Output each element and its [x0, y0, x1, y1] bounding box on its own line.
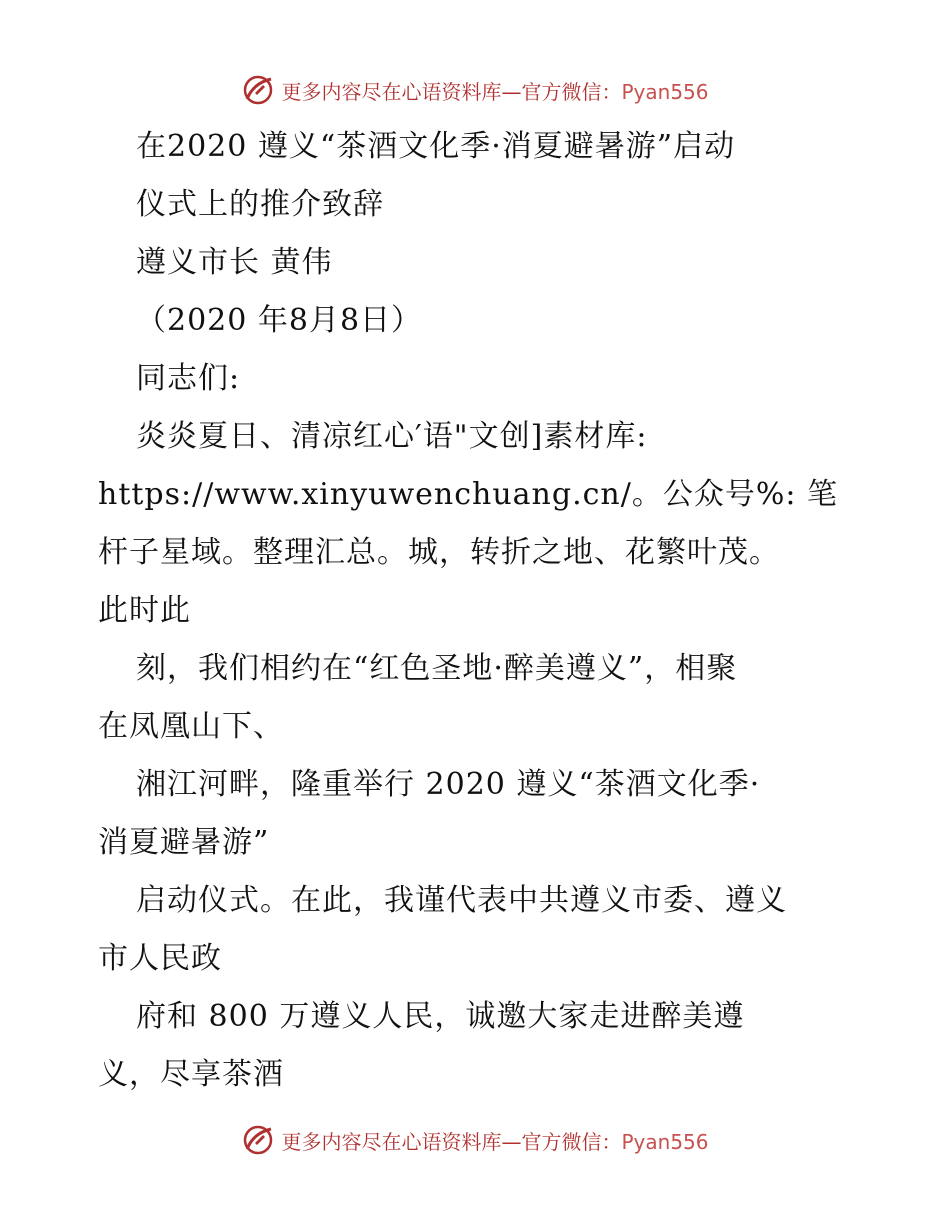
document-line: 启动仪式。在此，我谨代表中共遵义市委、遵义 — [136, 883, 787, 918]
document-line: 在凤凰山下、 — [98, 709, 284, 744]
footer-watermark-text: 更多内容尽在心语资料库—官方微信：Pyan556 — [281, 1129, 709, 1154]
header-watermark-banner — [0, 70, 950, 110]
document-line: 在2020 遵义“茶酒文化季·消夏避暑游”启动 — [136, 129, 736, 164]
document-line: https://www.xinyuwenchuang.cn/。公众号%: 笔 — [98, 477, 838, 512]
document-line: 杆子星域。整理汇总。城，转折之地、花繁叶茂。 — [98, 535, 780, 570]
header-watermark-text: 更多内容尽在心语资料库—官方微信：Pyan556 — [281, 79, 709, 104]
document-line: 遵义市长 黄伟 — [136, 245, 333, 280]
document-line: 此时此 — [98, 593, 191, 628]
document-line: 湘江河畔，隆重举行 2020 遵义“茶酒文化季· — [136, 767, 761, 802]
document-line: 同志们: — [136, 361, 241, 396]
document-line: 义，尽享茶酒 — [98, 1057, 284, 1092]
document-line: 刻，我们相约在“红色圣地·醉美遵义”，相聚 — [136, 651, 738, 686]
document-line: 炎炎夏日、清凉红心′语"文创]素材库: — [136, 419, 648, 454]
pen-nib-swirl-logo — [241, 73, 275, 107]
document-line: 府和 800 万遵义人民，诚邀大家走进醉美遵 — [136, 999, 745, 1034]
document-line: 市人民政 — [98, 941, 222, 976]
document-line: （2020 年8月8日） — [136, 303, 423, 338]
document-line: 仪式上的推介致辞 — [136, 187, 384, 222]
pen-nib-swirl-logo — [241, 1123, 275, 1157]
document-line: 消夏避暑游” — [98, 825, 270, 860]
footer-watermark-banner — [0, 1120, 950, 1160]
